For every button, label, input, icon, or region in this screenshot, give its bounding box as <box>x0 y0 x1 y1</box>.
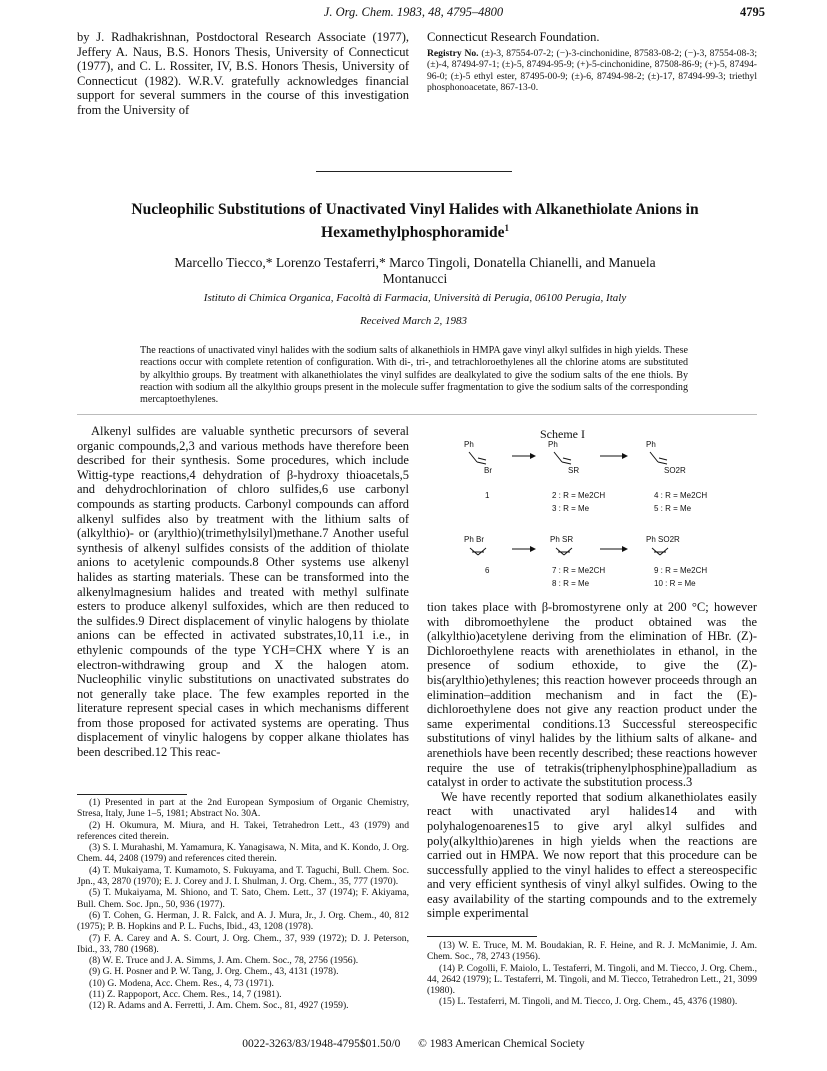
footnote: (4) T. Mukaiyama, T. Kumamoto, S. Fukuyama, and T. Taguchi, Bull. Chem. Soc. Jpn., 43, 2870 (1970); E. J. Corey and J. I. Shulman, J. Org. Chem., 35, 777 (1970). <box>77 864 409 888</box>
footnote: (9) G. H. Posner and P. W. Tang, J. Org. Chem., 43, 4131 (1978). <box>89 966 339 978</box>
scheme-title: Scheme I <box>540 427 585 441</box>
footnotes-right <box>427 940 757 1008</box>
footnote: (6) T. Cohen, G. Herman, J. R. Falck, and A. J. Mura, Jr., J. Org. Chem., 40, 812 (1975); P. B. Hopkins and P. L. Fuchs, Ibid., 43, 1208 (1978). <box>77 909 409 933</box>
page-footer <box>0 1038 827 1050</box>
footnote: (3) S. I. Murahashi, M. Yamamura, K. Yanagisawa, N. Mita, and K. Kondo, J. Org. Chem. 44, 2408 (1979) and references cited therein. <box>77 842 409 865</box>
arrowhead <box>530 546 536 552</box>
footnotes-left <box>77 797 409 1012</box>
compound-number: 3 : R = Me <box>552 504 590 513</box>
price-code: 0022-3263/83/1948-4795$01.50/0 <box>242 1038 401 1050</box>
article-affiliation: Istituto di Chimica Organica, Facoltà di Farmacia, Università di Perugia, 06100 Perugia, Italy <box>203 292 627 304</box>
bond <box>659 458 667 460</box>
registry-text: (±)-3, 87554-07-2; (−)-3-cinchonidine, 87583-08-2; (−)-3, 87554-08-3; (±)-4, 87494-97-1; (±)-5, 87494-95-9; (+)-5-cinchonidine, 87508-86-9; (+)-5, 87494-96-0; (±)-5 ethyl ester, 87495-00-9; (±)-6, 87494-98-2; (±)-17, 87494-99-3; triethyl phosphonoacetate, 867-13-0. <box>427 48 757 93</box>
body-right-column <box>427 600 757 921</box>
article-title <box>120 200 710 242</box>
present-work-paragraph: We have recently reported that sodium alkanethiolates easily react with unactivated aryl halides14 and with polyhalogenoarenes15 to give aryl alkyl sulfides and poly(alkylthio)arenes in high yields when the reactions are carried out in HMPA. We now report that this procedure can be successfully applied to the vinyl halides to effect a stereospecific and very efficient synthesis of vinyl alkyl sulfides. Owing to the easy availability of the starting compounds and to the extremely simple experimental <box>427 789 757 921</box>
footnote: (2) H. Okumura, M. Miura, and H. Takei, Tetrahedron Lett., 43 (1979) and references cited therein. <box>77 819 409 842</box>
acknowledgment-continued: by J. Radhakrishnan, Postdoctoral Research Associate (1977), Jeffery A. Naus, B.S. Honors Thesis, University of Connecticut (1977), and C. L. Rossiter, IV, B.S. Honors Thesis, University of Connecticut (1982). W.R.V. gratefully acknowledges financial support for several summers in the course of this investigation from the University of <box>77 30 409 117</box>
scheme-label: Ph SR <box>550 535 574 544</box>
registry-numbers <box>427 48 757 93</box>
acknowledgment-end: Connecticut Research Foundation. <box>427 30 600 44</box>
compound-number: 10 : R = Me <box>654 579 696 588</box>
compound-number: 4 : R = Me2CH <box>654 491 708 500</box>
bond <box>554 452 562 462</box>
footnote: (10) G. Modena, Acc. Chem. Res., 4, 73 (1971). <box>89 977 274 989</box>
compound-number: 7 : R = Me2CH <box>552 566 606 575</box>
scheme-label: Ph SO2R <box>646 535 680 544</box>
footnote: (8) W. E. Truce and J. A. Simms, J. Am. Chem. Soc., 78, 2756 (1956). <box>89 955 359 967</box>
compound-number: 2 : R = Me2CH <box>552 491 606 500</box>
footnote: (7) F. A. Carey and A. S. Court, J. Org. Chem., 37, 939 (1972); D. J. Peterson, Ibid., 33, 780 (1968). <box>77 932 409 955</box>
footnote-divider-left <box>77 794 187 795</box>
intro-paragraph: Alkenyl sulfides are valuable synthetic precursors of several organic compounds,2,3 and various methods have therefore been described for their synthesis. Some procedures, which include Wittig-type reactions,4 dehydration of β-hydroxy thioacetals,5 and dehydrochlorination of chloro sulfides,6 use carbonyl compounds as starting products. Carbonyl compounds can afford alkenyl sulfides also by treatment with the lithium salts of (alkylthio)- or (arylthio)(trimethylsilyl)methane.7 Another useful synthesis of alkenyl sulfides consists of the addition of thiolate anions to acetylenic compounds.8 Other systems use alkenyl halides as starting materials. These can be transformed into the alkenylmagnesium halides and treated with methyl sulfinate esters to produce alkenyl sulfoxides, which are then reduced to the sulfides.9 Direct displacement of vinylic halogens by thiolate anions can be effected in activated substrates,10,11 i.e., in ethylenic compounds of the type YCH=CHX where Y is an electron-withdrawing group and X the halogen atom. Nucleophilic vinylic substitutions on unactivated substrates do not generally take place. The few examples reported in the literature represent special cases in which mechanisms different from those proposed for activated systems are operating. Thus displacement of vinylic halogens by copper alkane thiolates has been described.12 This reac- <box>77 424 409 760</box>
abstract-divider <box>77 414 757 415</box>
scheme-label: Ph <box>548 440 558 449</box>
bond <box>469 452 477 462</box>
compound-number: 6 <box>485 566 490 575</box>
arrowhead <box>622 453 628 459</box>
compound-number: 1 <box>485 491 490 500</box>
arrowhead <box>530 453 536 459</box>
scheme-label: Ph <box>464 440 474 449</box>
scheme-label: Br <box>484 466 492 475</box>
bond <box>563 458 571 460</box>
article-authors: Marcello Tiecco,* Lorenzo Testaferri,* Marco Tingoli, Donatella Chianelli, and Manuela Montanucci <box>174 255 656 286</box>
compound-number: 9 : R = Me2CH <box>654 566 708 575</box>
body-left-column <box>77 424 409 760</box>
scheme-label: Ph <box>646 440 656 449</box>
section-divider <box>316 171 512 172</box>
continued-paragraph: tion takes place with β-bromostyrene only at 200 °C; however with dibromoethylene the product obtained was the (alkylthio)acetylene deriving from the elimination of HBr. (Z)-Dichloroethylene reacts with arenethiolates in ethanol, in the presence of sodium ethoxide, to give the (Z)-bis(arylthio)ethylenes; this reaction however proceeds through an elimination–addition mechanism and in fact the (E)-dichloroethylene does not give any reaction product under the same experimental conditions.13 Successful stereospecific substitutions of vinyl halides by the lithium salts of alkane- and arenethiols have been recently described; these reactions however require the use of tetrakis(triphenylphosphine)palladium as catalyst in order to activate the substitution process.3 <box>427 600 757 790</box>
footnote-divider-right <box>427 936 537 937</box>
footnote: (14) P. Cogolli, F. Maiolo, L. Testaferri, M. Tingoli, and M. Tiecco, J. Org. Chem., 44, 2642 (1979); L. Testaferri, M. Tingoli, and M. Tiecco, Tetrahedron Lett., 21, 3099 (1980). <box>427 962 757 997</box>
bond <box>650 452 658 462</box>
footnote: (5) T. Mukaiyama, M. Shiono, and T. Sato, Chem. Lett., 37 (1974); F. Akiyama, Bull. Chem. Soc. Jpn., 50, 936 (1977). <box>77 887 409 910</box>
scheme-label: Ph Br <box>464 535 485 544</box>
footnote: (13) W. E. Truce, M. M. Boudakian, R. F. Heine, and R. J. McManimie, J. Am. Chem. Soc., 78, 2743 (1956). <box>427 940 757 963</box>
received-date: Received March 2, 1983 <box>359 315 468 327</box>
copyright: © 1983 American Chemical Society <box>418 1038 585 1050</box>
bond <box>478 458 486 460</box>
compound-number: 5 : R = Me <box>654 504 692 513</box>
scheme-label: SO2R <box>664 466 686 475</box>
page-number: 4795 <box>740 5 765 19</box>
bond <box>658 462 667 464</box>
bond <box>477 462 486 464</box>
running-header: J. Org. Chem. 1983, 48, 4795–4800 <box>323 5 504 19</box>
scheme-figure <box>460 440 750 590</box>
compound-number: 8 : R = Me <box>552 579 590 588</box>
footnote: (12) R. Adams and A. Ferretti, J. Am. Chem. Soc., 81, 4927 (1959). <box>89 1000 349 1012</box>
article-title-text: Nucleophilic Substitutions of Unactivated Vinyl Halides with Alkanethiolate Anions in Hexamethylphosphoramide <box>131 201 699 242</box>
registry-label: Registry No. <box>427 48 479 59</box>
abstract: The reactions of unactivated vinyl halides with the sodium salts of alkanethiols in HMPA gave vinyl alkyl sulfides in high yields. These reactions occur with complete retention of configuration. With di-, tri-, and tetrachloroethylenes all the chlorine atoms are substituted by alkylthio groups. By treatment with alkanethiolates the vinyl sulfides are dealkylated to give the sodium salts of the ene thiols. By reaction with sodium all the alkylthio groups present in the molecule suffer fragmentation to give the sodium salts of the corresponding mercaptoethylenes. <box>140 345 688 406</box>
title-footnote-marker: 1 <box>504 223 509 233</box>
footnote: (1) Presented in part at the 2nd European Symposium of Organic Chemistry, Stresa, Italy, June 1–5, 1981; Abstract No. 30A. <box>77 797 409 820</box>
arrowhead <box>622 546 628 552</box>
footnote: (11) Z. Rappoport, Acc. Chem. Res., 14, 7 (1981). <box>89 989 282 1001</box>
scheme-label: SR <box>568 466 580 475</box>
bond <box>562 462 571 464</box>
footnote: (15) L. Testaferri, M. Tingoli, and M. Tiecco, J. Org. Chem., 45, 4376 (1980). <box>439 996 738 1008</box>
